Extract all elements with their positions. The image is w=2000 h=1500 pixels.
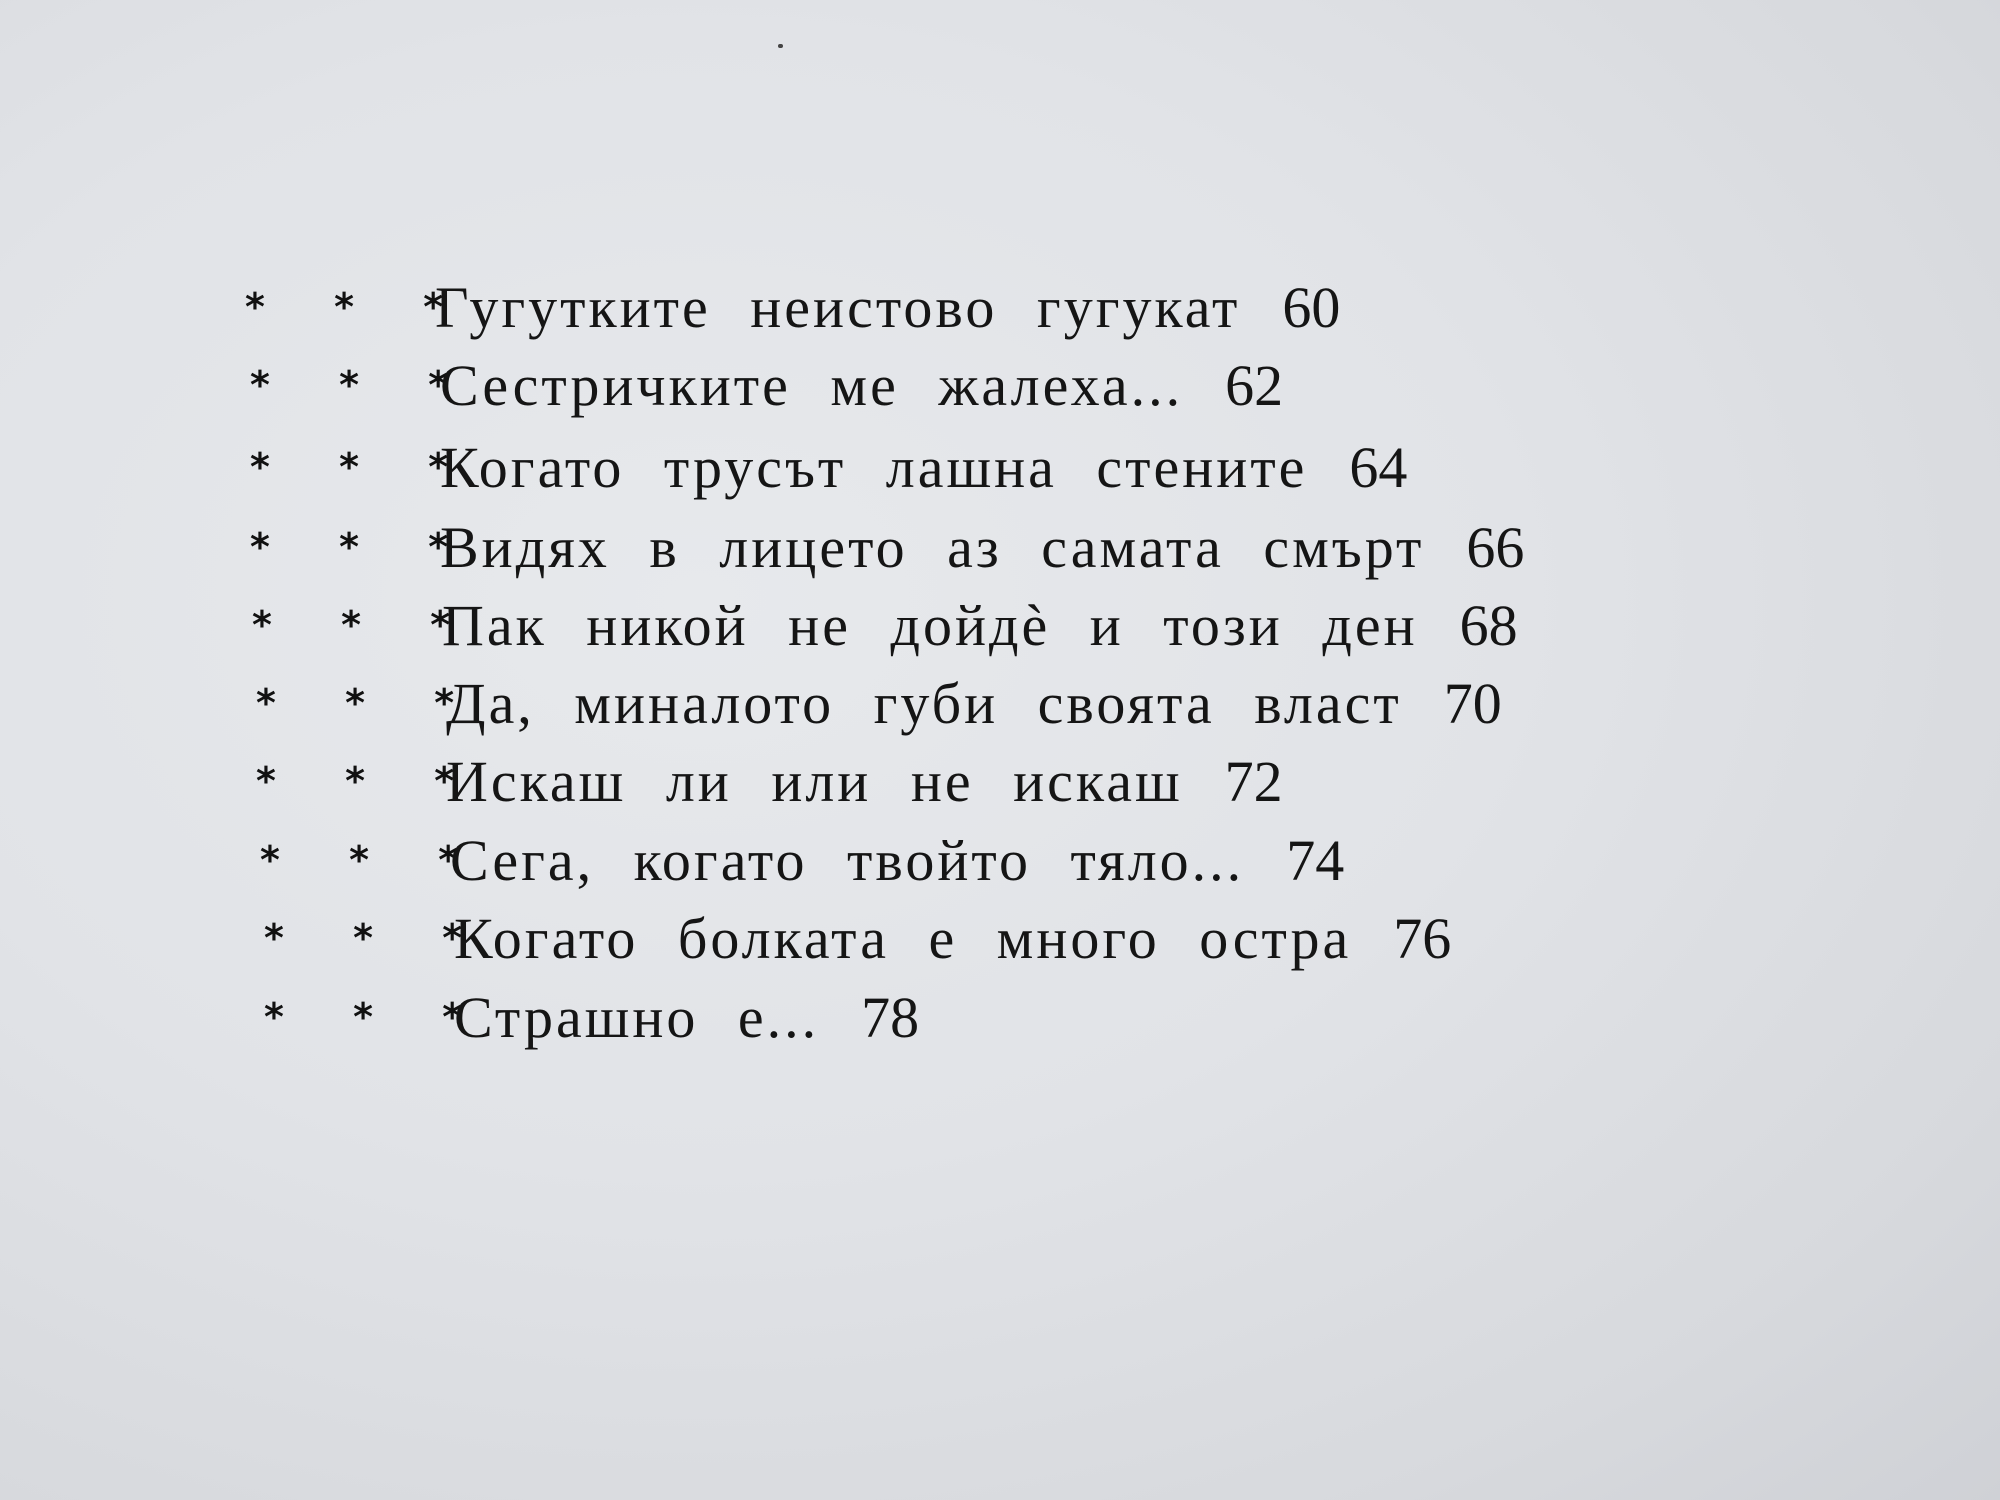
toc-entry (250, 350, 1283, 420)
toc-entry (264, 903, 1451, 973)
asterism-marker: * * * (256, 759, 483, 803)
toc-entry-page: 66 (1466, 514, 1525, 580)
toc-entry-title: Страшно е... (454, 984, 820, 1050)
toc-entry (252, 590, 1518, 660)
toc-entry-title: Гугутките неистово гугукат (435, 274, 1241, 340)
toc-entry-title: Искаш ли или не искаш (446, 748, 1183, 814)
toc-entry-page: 60 (1282, 274, 1341, 340)
toc-entry-title: Сега, когато твойто тяло... (450, 827, 1245, 893)
asterism-marker: * * * (256, 681, 483, 725)
toc-entry (264, 982, 919, 1052)
toc-entry-page: 70 (1443, 670, 1502, 736)
toc-entry (260, 825, 1344, 895)
toc-entry-page: 62 (1225, 352, 1284, 418)
toc-entry-title: Когато трусът лашна стените (440, 434, 1308, 500)
toc-entry-title: Когато болката е много остра (454, 905, 1352, 971)
toc-entry-title: Сестричките ме жалеха... (440, 352, 1184, 418)
toc-entry-page: 74 (1286, 827, 1345, 893)
asterism-marker: * * * (250, 445, 477, 489)
asterism-marker: * * * (245, 285, 472, 329)
asterism-marker: * * * (250, 363, 477, 407)
toc-entry-title: Видях в лицето аз самата смърт (440, 514, 1425, 580)
toc-entry-page: 68 (1459, 592, 1518, 658)
toc-entry-page: 64 (1349, 434, 1408, 500)
toc-entry (256, 746, 1283, 816)
asterism-marker: * * * (260, 838, 487, 882)
asterism-marker: * * * (264, 995, 491, 1039)
toc-entry (245, 272, 1340, 342)
toc-entry (250, 512, 1524, 582)
asterism-marker: * * * (264, 916, 491, 960)
toc-entry-title: Да, миналото губи своята власт (446, 670, 1402, 736)
toc-entry-title: Пак никой не дойдѐ и този ден (442, 592, 1418, 658)
toc-entry-page: 78 (861, 984, 920, 1050)
toc-entry (250, 432, 1407, 502)
asterism-marker: * * * (250, 525, 477, 569)
toc-entry-page: 72 (1224, 748, 1283, 814)
toc-entry (256, 668, 1502, 738)
asterism-marker: * * * (252, 603, 479, 647)
toc-entry-page: 76 (1393, 905, 1452, 971)
